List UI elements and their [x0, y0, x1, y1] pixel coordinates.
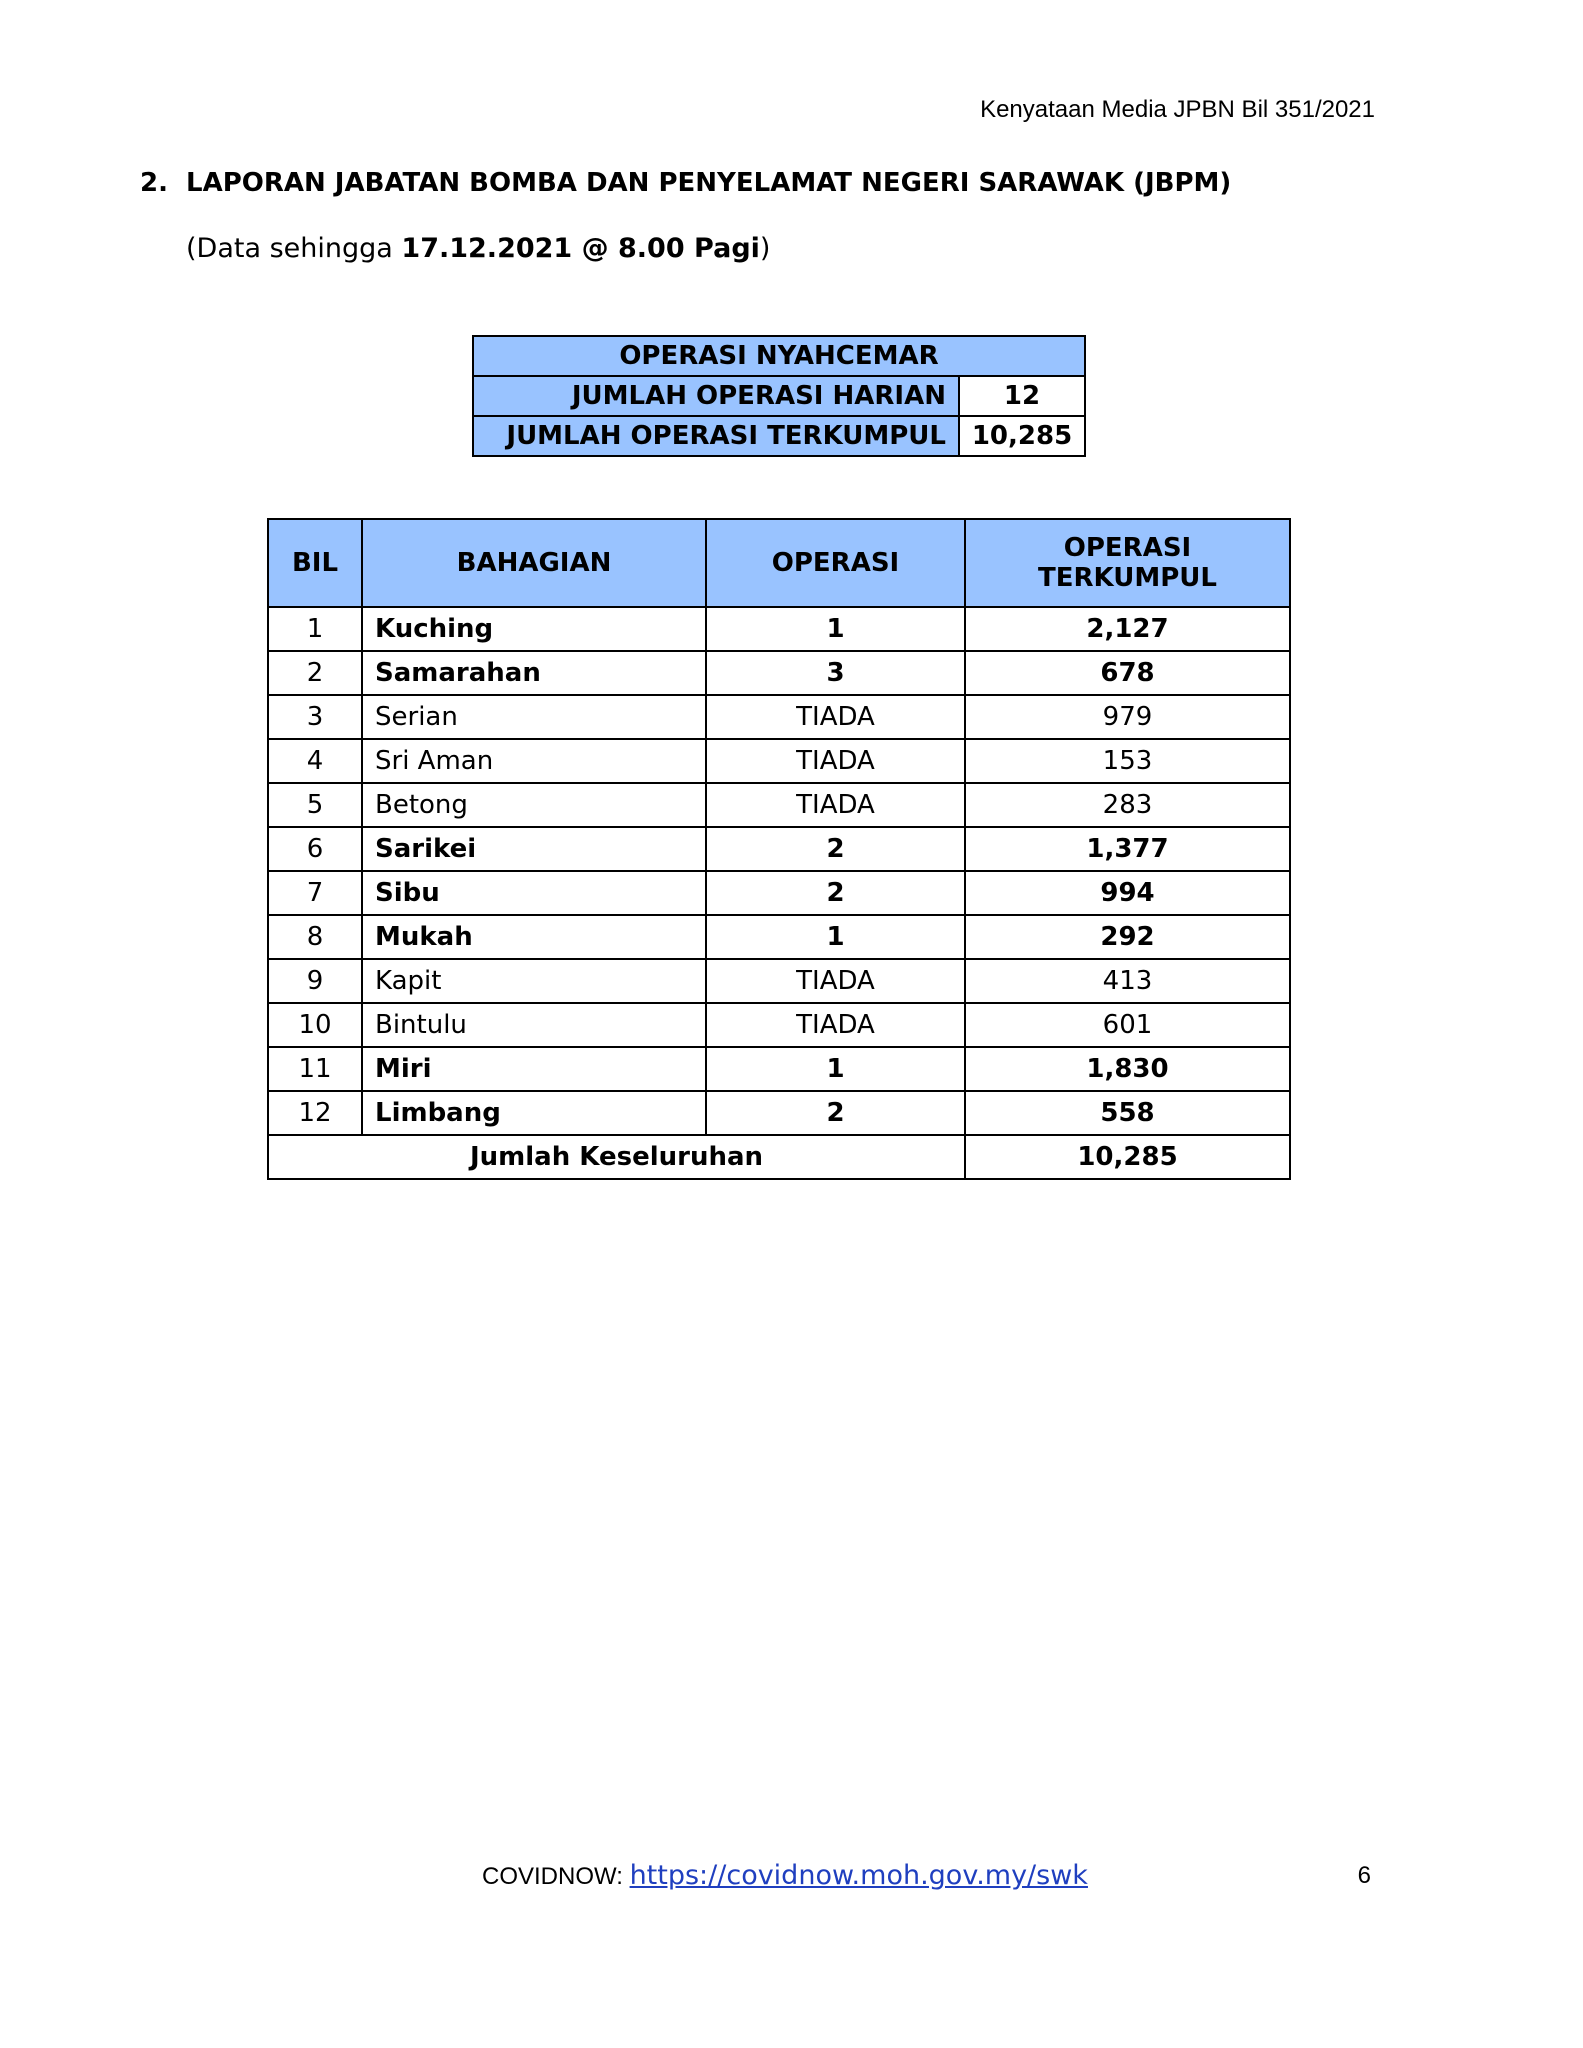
header-operasi-terkumpul [965, 519, 1290, 607]
row-operasi: 2 [706, 871, 965, 915]
summary-table [472, 335, 1086, 457]
row-terkumpul: 994 [965, 871, 1290, 915]
total-value: 10,285 [965, 1135, 1290, 1179]
covidnow-link[interactable]: https://covidnow.moh.gov.my/swk [629, 1860, 1088, 1891]
header-operasi: OPERASI [706, 519, 965, 607]
table-row [268, 1003, 1290, 1047]
row-bil: 8 [268, 915, 362, 959]
row-terkumpul: 413 [965, 959, 1290, 1003]
table-row [268, 739, 1290, 783]
row-bahagian: Sibu [362, 871, 706, 915]
row-terkumpul: 558 [965, 1091, 1290, 1135]
data-date-line [186, 233, 770, 264]
row-bahagian: Bintulu [362, 1003, 706, 1047]
row-terkumpul: 1,830 [965, 1047, 1290, 1091]
row-terkumpul: 2,127 [965, 607, 1290, 651]
row-bil: 1 [268, 607, 362, 651]
row-operasi: TIADA [706, 959, 965, 1003]
row-bil: 12 [268, 1091, 362, 1135]
row-bahagian: Sarikei [362, 827, 706, 871]
document-reference: Kenyataan Media JPBN Bil 351/2021 [980, 96, 1375, 123]
row-bahagian: Serian [362, 695, 706, 739]
footer-label: COVIDNOW: [482, 1863, 630, 1890]
row-bil: 6 [268, 827, 362, 871]
header-bahagian: BAHAGIAN [362, 519, 706, 607]
total-row [268, 1135, 1290, 1179]
row-operasi: 2 [706, 1091, 965, 1135]
subtitle-prefix: (Data sehingga [186, 233, 402, 264]
row-bahagian: Miri [362, 1047, 706, 1091]
table-row [268, 959, 1290, 1003]
table-row [268, 607, 1290, 651]
row-terkumpul: 153 [965, 739, 1290, 783]
header-terkumpul-line1: OPERASI [1063, 533, 1192, 563]
section-title-text: LAPORAN JABATAN BOMBA DAN PENYELAMAT NEGERI SARAWAK (JBPM) [186, 168, 1232, 198]
division-table [267, 518, 1291, 1180]
table-row [268, 783, 1290, 827]
footer [482, 1860, 1088, 1891]
summary-row [473, 416, 1085, 456]
row-operasi: 1 [706, 607, 965, 651]
row-operasi: 1 [706, 1047, 965, 1091]
row-terkumpul: 1,377 [965, 827, 1290, 871]
section-number: 2. [140, 168, 168, 198]
row-bil: 10 [268, 1003, 362, 1047]
row-bil: 3 [268, 695, 362, 739]
table-row [268, 827, 1290, 871]
table-row [268, 695, 1290, 739]
row-bil: 4 [268, 739, 362, 783]
row-operasi: TIADA [706, 695, 965, 739]
table-row [268, 1047, 1290, 1091]
table-row [268, 651, 1290, 695]
summary-row [473, 376, 1085, 416]
row-bil: 9 [268, 959, 362, 1003]
summary-value: 10,285 [959, 416, 1085, 456]
summary-title: OPERASI NYAHCEMAR [473, 336, 1085, 376]
row-bahagian: Limbang [362, 1091, 706, 1135]
row-bil: 5 [268, 783, 362, 827]
table-header-row [268, 519, 1290, 607]
row-operasi: TIADA [706, 1003, 965, 1047]
table-row [268, 915, 1290, 959]
row-terkumpul: 678 [965, 651, 1290, 695]
row-bil: 2 [268, 651, 362, 695]
total-label: Jumlah Keseluruhan [268, 1135, 965, 1179]
row-operasi: TIADA [706, 739, 965, 783]
section-title [140, 168, 1231, 198]
table-row [268, 871, 1290, 915]
summary-title-row [473, 336, 1085, 376]
row-bahagian: Betong [362, 783, 706, 827]
row-terkumpul: 283 [965, 783, 1290, 827]
row-bahagian: Sri Aman [362, 739, 706, 783]
row-bahagian: Kapit [362, 959, 706, 1003]
page-number: 6 [1357, 1862, 1371, 1889]
subtitle-suffix: ) [759, 233, 771, 264]
row-operasi: 2 [706, 827, 965, 871]
row-bahagian: Kuching [362, 607, 706, 651]
row-operasi: TIADA [706, 783, 965, 827]
row-bahagian: Mukah [362, 915, 706, 959]
summary-value: 12 [959, 376, 1085, 416]
table-row [268, 1091, 1290, 1135]
subtitle-date: 17.12.2021 @ 8.00 Pagi [401, 233, 760, 264]
row-operasi: 1 [706, 915, 965, 959]
row-bil: 7 [268, 871, 362, 915]
row-bil: 11 [268, 1047, 362, 1091]
header-terkumpul-line2: TERKUMPUL [1038, 563, 1217, 593]
header-bil: BIL [268, 519, 362, 607]
summary-label: JUMLAH OPERASI TERKUMPUL [473, 416, 959, 456]
summary-label: JUMLAH OPERASI HARIAN [473, 376, 959, 416]
row-bahagian: Samarahan [362, 651, 706, 695]
row-terkumpul: 601 [965, 1003, 1290, 1047]
row-terkumpul: 292 [965, 915, 1290, 959]
row-terkumpul: 979 [965, 695, 1290, 739]
row-operasi: 3 [706, 651, 965, 695]
